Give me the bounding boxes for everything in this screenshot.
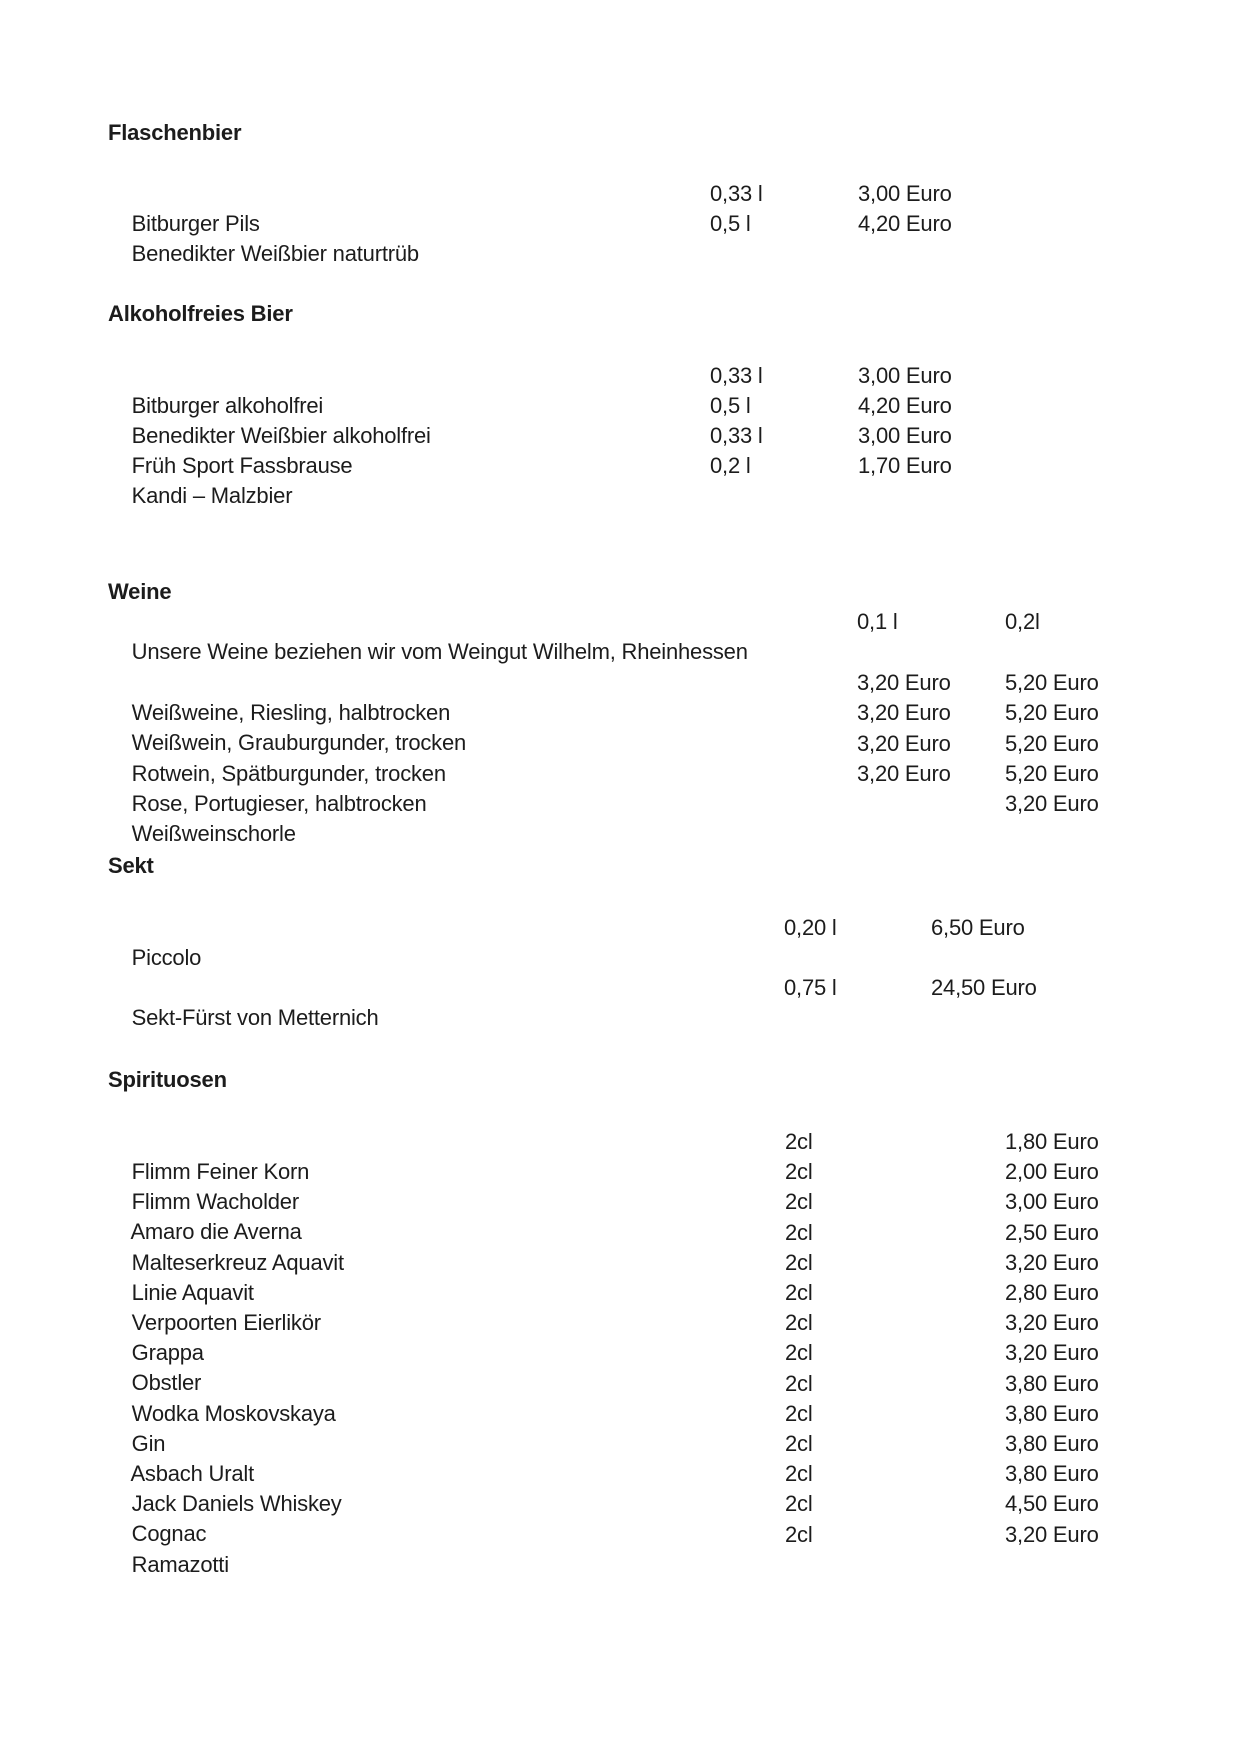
item-price: 4,20 Euro <box>858 211 952 236</box>
menu-item-row <box>108 1429 1221 1486</box>
item-price: 3,20 Euro <box>1005 1310 1099 1335</box>
menu-item-row <box>108 759 1221 816</box>
item-name: Malteserkreuz Aquavit <box>131 1250 344 1275</box>
item-name: Flimm Wacholder <box>131 1189 299 1214</box>
item-name: Weißweinschorle <box>131 821 296 846</box>
section-title-spirituosen: Spirituosen <box>108 1067 227 1092</box>
wine-intro-text: Unsere Weine beziehen wir vom Weingut Wilhelm, Rheinhessen <box>131 639 748 664</box>
menu-item-row <box>108 973 1221 1030</box>
section-title-flaschenbier: Flaschenbier <box>108 120 242 145</box>
item-size: 2cl <box>785 1461 813 1486</box>
item-name: Verpoorten Eierlikör <box>131 1310 321 1335</box>
menu-item-row <box>108 209 1221 266</box>
item-name: Jack Daniels Whiskey <box>131 1491 342 1516</box>
item-name: Benedikter Weißbier naturtrüb <box>131 241 419 266</box>
item-name: Wodka Moskovskaya <box>131 1401 336 1426</box>
item-price: 3,00 Euro <box>858 423 952 448</box>
item-price: 2,50 Euro <box>1005 1220 1099 1245</box>
item-size: 2cl <box>785 1371 813 1396</box>
item-name: Bitburger alkoholfrei <box>131 393 324 418</box>
menu-item-row <box>108 1369 1221 1426</box>
item-size: 2cl <box>785 1250 813 1275</box>
item-size: 0,20 l <box>784 915 837 940</box>
item-name: Rotwein, Spätburgunder, trocken <box>131 761 446 786</box>
item-name: Cognac <box>131 1521 207 1546</box>
item-size: 2cl <box>785 1401 813 1426</box>
item-name: Gin <box>131 1431 166 1456</box>
item-size: 2cl <box>785 1310 813 1335</box>
item-price: 3,00 Euro <box>858 181 952 206</box>
item-name: Ramazotti <box>131 1552 229 1577</box>
section-title-sekt: Sekt <box>108 853 154 878</box>
item-price: 3,00 Euro <box>1005 1189 1099 1214</box>
section-title-weine: Weine <box>108 579 172 604</box>
item-size: 2cl <box>785 1280 813 1305</box>
item-size: 0,33 l <box>710 181 763 206</box>
wine-intro-row <box>108 607 1221 664</box>
menu-item-row <box>108 729 1221 786</box>
item-price: 1,70 Euro <box>858 453 952 478</box>
item-price: 1,80 Euro <box>1005 1129 1099 1154</box>
item-size: 0,33 l <box>710 423 763 448</box>
item-size: 2cl <box>785 1340 813 1365</box>
item-name: Asbach Uralt <box>130 1461 254 1486</box>
item-price: 24,50 Euro <box>931 975 1037 1000</box>
item-price-02l: 5,20 Euro <box>1005 731 1099 756</box>
item-price-01l: 3,20 Euro <box>857 670 951 695</box>
item-name: Obstler <box>131 1370 202 1395</box>
menu-item-row <box>108 698 1221 755</box>
item-size: 2cl <box>785 1491 813 1516</box>
item-name: Linie Aquavit <box>131 1280 254 1305</box>
item-price: 3,20 Euro <box>1005 1250 1099 1275</box>
item-size: 0,2 l <box>710 453 751 478</box>
item-price: 3,00 Euro <box>858 363 952 388</box>
item-name: Sekt-Fürst von Metternich <box>131 1005 379 1030</box>
menu-item-row <box>108 1520 1221 1577</box>
item-name: Kandi – Malzbier <box>131 483 293 508</box>
item-price: 4,20 Euro <box>858 393 952 418</box>
item-price: 2,00 Euro <box>1005 1159 1099 1184</box>
item-size: 2cl <box>785 1522 813 1547</box>
item-name: Bitburger Pils <box>131 211 260 236</box>
item-name: Benedikter Weißbier alkoholfrei <box>131 423 431 448</box>
menu-item-row <box>108 1308 1221 1365</box>
item-price-02l: 3,20 Euro <box>1005 791 1099 816</box>
item-size: 2cl <box>785 1159 813 1184</box>
item-name: Grappa <box>131 1340 204 1365</box>
item-size: 0,5 l <box>710 393 751 418</box>
item-price: 3,80 Euro <box>1005 1461 1099 1486</box>
item-price: 3,20 Euro <box>1005 1522 1099 1547</box>
item-size: 2cl <box>785 1129 813 1154</box>
item-size: 0,33 l <box>710 363 763 388</box>
item-name: Piccolo <box>131 945 202 970</box>
item-size: 0,5 l <box>710 211 751 236</box>
item-price: 4,50 Euro <box>1005 1491 1099 1516</box>
item-price-02l: 5,20 Euro <box>1005 761 1099 786</box>
item-name: Früh Sport Fassbrause <box>131 453 353 478</box>
item-price-02l: 5,20 Euro <box>1005 700 1099 725</box>
item-price-02l: 5,20 Euro <box>1005 670 1099 695</box>
item-price-01l: 3,20 Euro <box>857 731 951 756</box>
item-name: Weißweine, Riesling, halbtrocken <box>131 700 451 725</box>
section-title-alkoholfreies-bier: Alkoholfreies Bier <box>108 301 293 326</box>
item-size: 2cl <box>785 1189 813 1214</box>
item-size: 2cl <box>785 1431 813 1456</box>
item-size: 0,75 l <box>784 975 837 1000</box>
item-price: 3,80 Euro <box>1005 1431 1099 1456</box>
menu-item-row <box>108 913 1221 970</box>
wine-size-header-01l: 0,1 l <box>857 609 898 634</box>
item-price: 3,20 Euro <box>1005 1340 1099 1365</box>
item-price: 6,50 Euro <box>931 915 1025 940</box>
item-name: Weißwein, Grauburgunder, trocken <box>131 730 467 755</box>
item-price: 3,80 Euro <box>1005 1401 1099 1426</box>
menu-item-row <box>108 451 1221 508</box>
item-name: Flimm Feiner Korn <box>131 1159 310 1184</box>
item-price: 2,80 Euro <box>1005 1280 1099 1305</box>
item-name: Amaro die Averna <box>130 1219 302 1244</box>
menu-item-row <box>108 789 1221 846</box>
item-name: Rose, Portugieser, halbtrocken <box>131 791 427 816</box>
wine-size-header-02l: 0,2l <box>1005 609 1040 634</box>
item-price-01l: 3,20 Euro <box>857 761 951 786</box>
item-price: 3,80 Euro <box>1005 1371 1099 1396</box>
menu-item-row <box>108 668 1221 725</box>
menu-item-row <box>108 1399 1221 1456</box>
item-size: 2cl <box>785 1220 813 1245</box>
item-price-01l: 3,20 Euro <box>857 700 951 725</box>
